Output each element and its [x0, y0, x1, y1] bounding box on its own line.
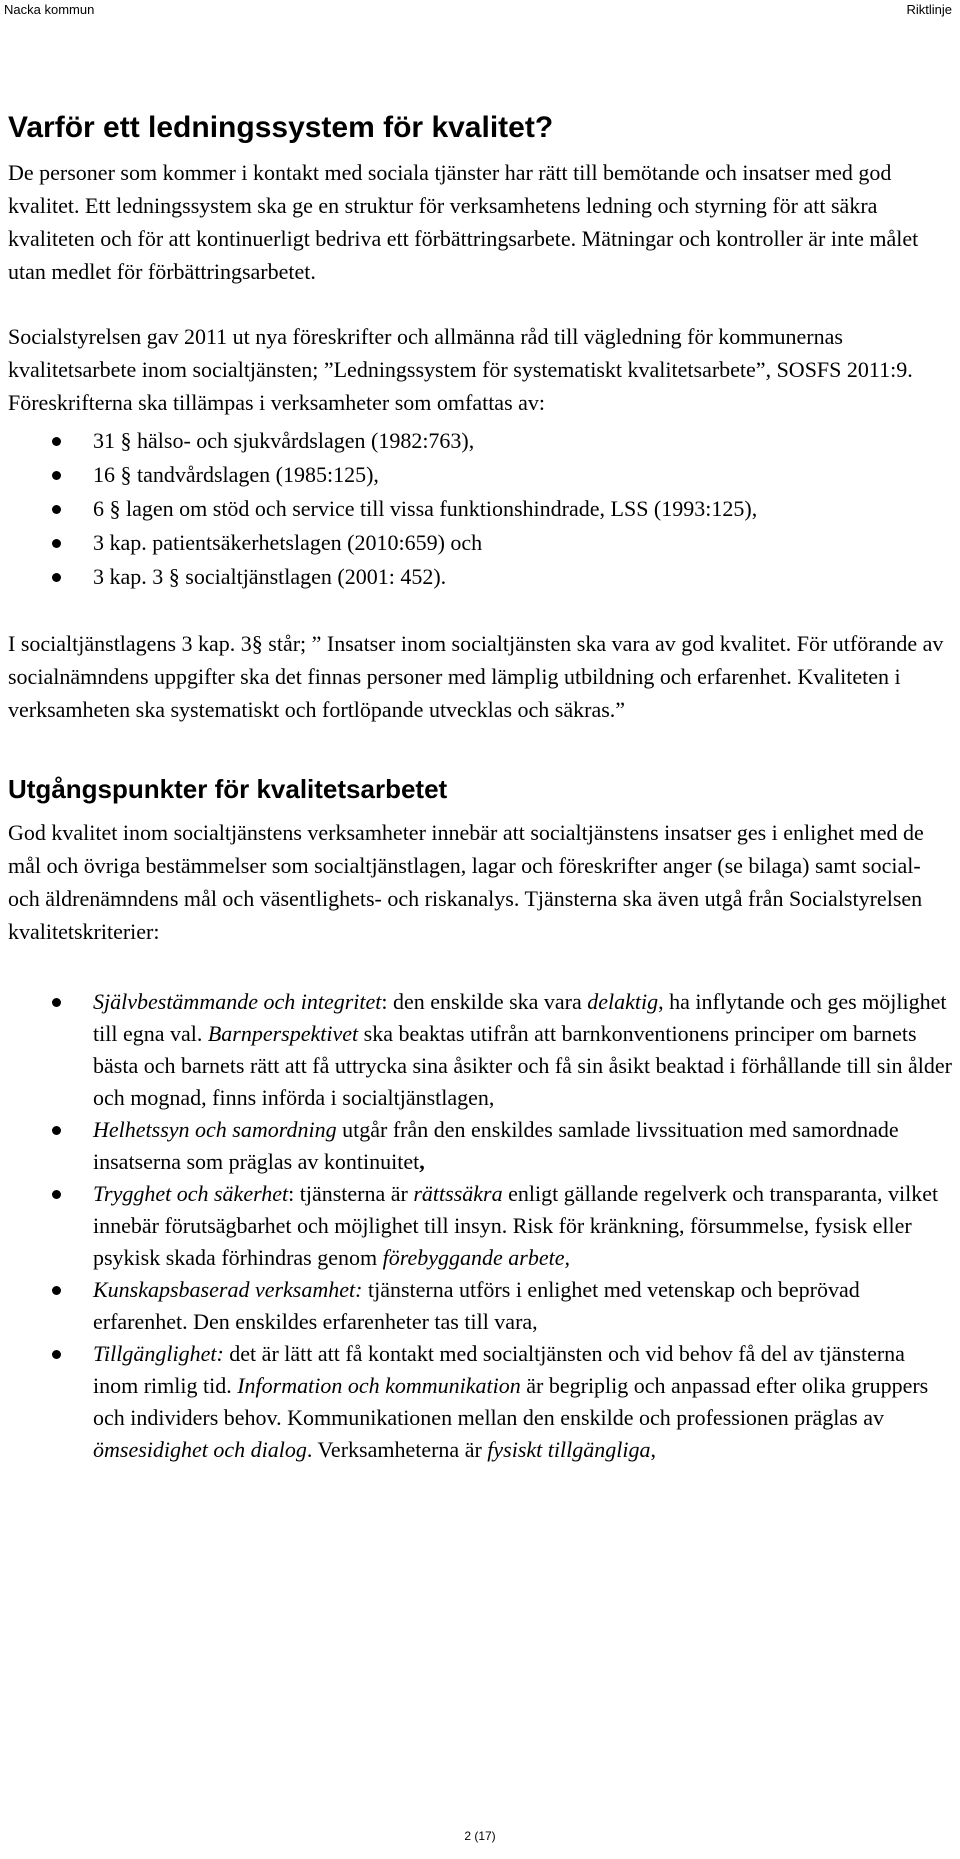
section-heading-starting-points: Utgångspunkter för kvalitetsarbetet [8, 774, 448, 804]
header-organization: Nacka kommun [4, 2, 95, 17]
bullet-icon [52, 471, 61, 480]
list-item: 3 kap. 3 § socialtjänstlagen (2001: 452). [8, 561, 953, 593]
list-item: 3 kap. patientsäkerhetslagen (2010:659) och [8, 527, 953, 559]
bullet-icon [52, 573, 61, 582]
quality-criteria-list [8, 986, 953, 1466]
list-item: Självbestämmande och integritet: den enskilde ska vara delaktig, ha inflytande och ges möjlighet till egna val. Barnperspektivet ska beaktas utifrån att barnkonventionens principer om barnets bästa och barnets rätt att få uttrycka sina åsikter och få sin åsikt beaktad i förhållande till sin ålder och mognad, finns införda i socialtjänstlagen, [8, 986, 953, 1114]
list-item: 6 § lagen om stöd och service till vissa funktionshindrade, LSS (1993:125), [8, 493, 953, 525]
header-doc-type: Riktlinje [906, 2, 952, 17]
sol-quote-paragraph: I socialtjänstlagens 3 kap. 3§ står; ” Insatser inom socialtjänsten ska vara av god kvalitet. För utförande av socialnämndens uppgifter ska det finnas personer med lämplig utbildning och erfarenhet. Kvaliteten i verksamheten ska systematiskt och fortlöpande utvecklas och säkras.” [8, 631, 944, 722]
document-body [8, 110, 953, 1466]
bullet-icon [52, 1350, 61, 1359]
quality-paragraph: God kvalitet inom socialtjänstens verksamheter innebär att socialtjänstens insatser ges i enlighet med de mål och övriga bestämmelser som socialtjänstlagen, lagar och föreskrifter anger (se bilaga) samt social- och äldrenämndens mål och väsentlighets- och riskanalys. Tjänsterna ska även utgå från Socialstyrelsen kvalitetskriterier: [8, 820, 924, 944]
list-item: Kunskapsbaserad verksamhet: tjänsterna utförs i enlighet med vetenskap och beprövad erfarenhet. Den enskildes erfarenheter tas till vara, [8, 1274, 953, 1338]
list-item: Tillgänglighet: det är lätt att få kontakt med socialtjänsten och vid behov få del av tjänsterna inom rimlig tid. Information och kommunikation är begriplig och anpassad efter olika gruppers och individers behov. Kommunikationen mellan den enskilde och professionen präglas av ömsesidighet och dialog. Verksamheterna är fysiskt tillgängliga, [8, 1338, 953, 1466]
list-item: Helhetssyn och samordning utgår från den enskildes samlade livssituation med samordnade insatserna som präglas av kontinuitet, [8, 1114, 953, 1178]
bullet-icon [52, 505, 61, 514]
bullet-icon [52, 539, 61, 548]
intro-paragraph: De personer som kommer i kontakt med sociala tjänster har rätt till bemötande och insatser med god kvalitet. Ett ledningssystem ska ge en struktur för verksamhetens ledning och styrning för att säkra kvaliteten och för att kontinuerligt bedriva ett förbättringsarbete. Mätningar och kontroller är inte målet utan medlet för förbättringsarbetet. [8, 160, 919, 284]
list-item: 16 § tandvårdslagen (1985:125), [8, 459, 953, 491]
page-number: 2 (17) [464, 1829, 496, 1843]
bullet-icon [52, 1286, 61, 1295]
list-item: 31 § hälso- och sjukvårdslagen (1982:763), [8, 425, 953, 457]
law-list [8, 425, 953, 593]
list-item: Trygghet och säkerhet: tjänsterna är rättssäkra enligt gällande regelverk och transparanta, vilket innebär förutsägbarhet och möjlighet till insyn. Risk för kränkning, försummelse, fysisk eller psykisk skada förhindras genom förebyggande arbete, [8, 1178, 953, 1274]
bullet-icon [52, 1126, 61, 1135]
section-heading-why: Varför ett ledningssystem för kvalitet? [8, 111, 554, 144]
bullet-icon [52, 437, 61, 446]
sosfs-paragraph: Socialstyrelsen gav 2011 ut nya föreskrifter och allmänna råd till vägledning för kommunernas kvalitetsarbete inom socialtjänsten; ”Ledningssystem för systematiskt kvalitetsarbete”, SOSFS 2011:9. Föreskrifterna ska tillämpas i verksamheter som omfattas av: [8, 324, 913, 415]
bullet-icon [52, 998, 61, 1007]
bullet-icon [52, 1190, 61, 1199]
page-header [0, 0, 960, 22]
